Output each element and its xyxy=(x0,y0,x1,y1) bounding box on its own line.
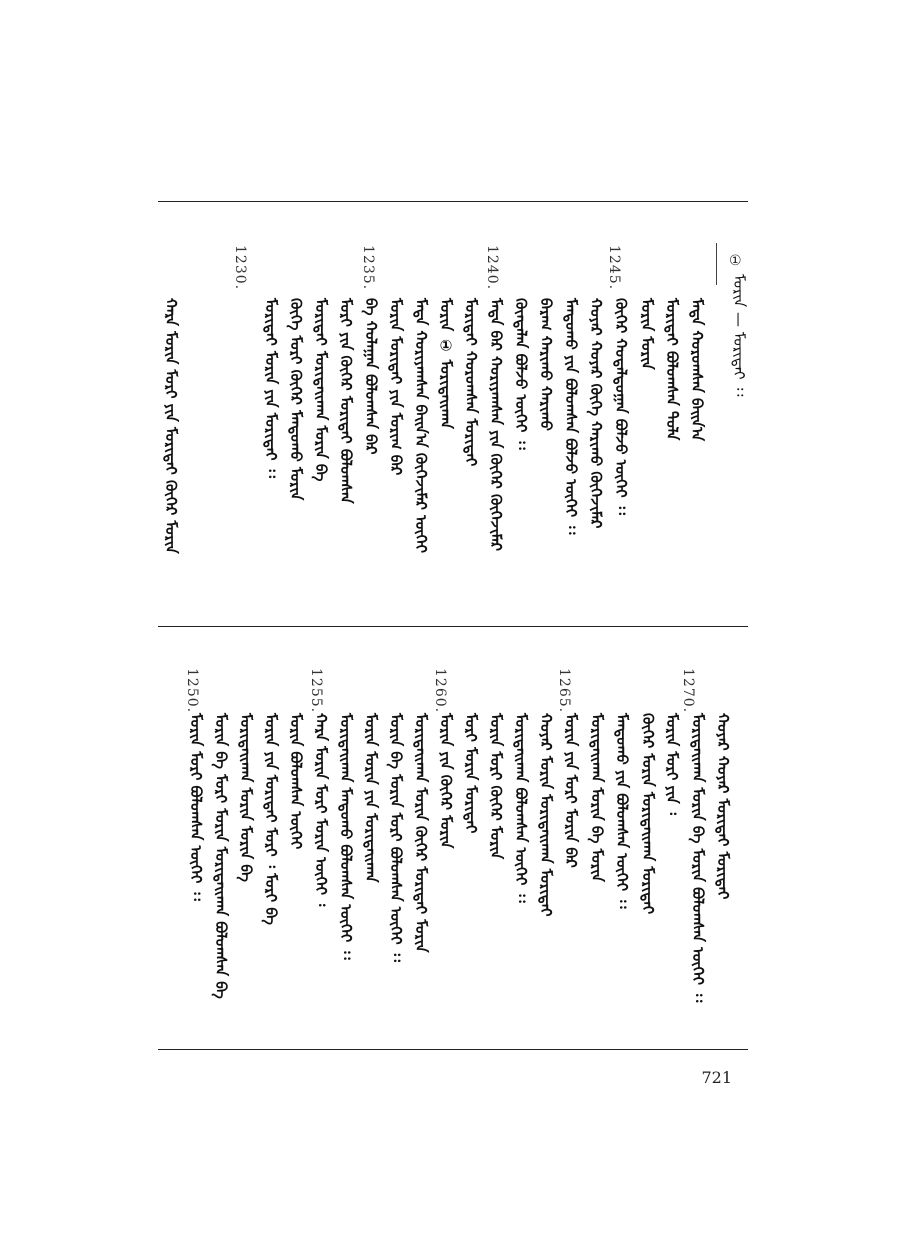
text-line: ᠬᠣᠶᠠᠷ ᠬᠣᠶᠠᠷ ᠬᠥᠭᠡ ᠬᠠᠷᠢᠬᠤ ᠬᠥᠭᠡᠵᠢᠮᠡᠷ xyxy=(587,298,605,529)
text-line: ᠮᠣᠷᠢᠨ ᠶᠢᠨ ᠮᠣᠷᠢᠳᠠᠢ ᠮᠣᠷᠢ ᠄ ᠮᠣᠷᠢ ᠪᠠ xyxy=(262,713,280,925)
text-line: ᠮᠣᠷᠢᠳᠠᠢᠬᠠᠨ ᠮᠣᠷᠢᠨ ᠪᠠ ᠮᠣᠷᠢᠨ ᠪᠣᠯᠣᠭᠰᠠᠨ ᠦᠭᠡᠢ ᠄᠄ xyxy=(689,713,707,1003)
line-number-1235: 1235. xyxy=(360,245,376,291)
text-line: ᠮᠣᠷᠢᠨ ᠪᠠ ᠮᠣᠷᠢᠨ ᠮᠣᠷᠢ ᠪᠣᠯᠣᠭᠰᠠᠨ ᠦᠭᠡᠢ ᠄᠄ xyxy=(387,713,405,962)
text-line: ᠮᠣᠷᠢᠳᠠᠢᠬᠠᠨ ᠮᠣᠷᠢᠨ ᠪᠠ ᠮᠣᠷᠢᠨ xyxy=(588,713,606,882)
text-line: ᠬᠣᠶᠠᠷ ᠮᠣᠷᠢᠨ ᠮᠣᠷᠢᠳᠠᠢᠬᠠᠨ ᠮᠣᠷᠢᠳᠠᠢ xyxy=(537,713,555,917)
line-number-1270: 1270. xyxy=(680,668,696,714)
text-line: ᠬᠥᠭᠡᠷ ᠬᠤᠳᠠᠯᠳᠤᠭᠠᠨ ᠪᠣᠯᠵᠤ ᠦᠭᠡᠢ ᠄᠄ xyxy=(612,298,630,515)
middle-rule xyxy=(158,626,748,627)
text-line: ᠬᠥᠭᠡᠷ ᠮᠣᠷᠢᠨ ᠮᠣᠷᠢᠳᠠᠢᠬᠠᠨ ᠮᠣᠷᠢᠳᠠᠢ xyxy=(639,713,657,915)
line-number-1240: 1240. xyxy=(484,245,500,291)
text-line: ᠮᠣᠷᠢᠳᠠᠢᠬᠠᠨ ᠮᠣᠷᠢᠨ ᠮᠣᠷᠢᠨ ᠪᠠ xyxy=(237,713,255,882)
text-line: ᠮᠣᠷᠢᠳᠠᠢ ᠬᠣᠷᠣᠭᠰᠠᠨ ᠮᠣᠷᠢᠳᠠᠢ xyxy=(462,298,480,467)
text-line: ᠮᠠᠨᠳᠤᠬᠤ ᠶᠢᠨ ᠪᠣᠯᠣᠭᠰᠠᠨ ᠦᠭᠡᠢ ᠄᠄ xyxy=(613,713,631,909)
bottom-rule xyxy=(158,1049,748,1050)
line-number-1245: 1245. xyxy=(606,245,622,291)
text-line: ᠮᠠᠨᠳᠤᠬᠤ ᠶᠢᠨ ᠪᠣᠯᠤᠭᠰᠠᠨ ᠪᠣᠯᠵᠤ ᠦᠭᠡᠢ ᠄᠄ xyxy=(562,298,580,535)
text-line: ᠮᠣᠷᠢ ᠶᠢᠨ ᠬᠥᠭᠡᠷ ᠮᠣᠷᠢᠳᠠᠢ ᠪᠣᠯᠣᠭᠰᠠᠨ xyxy=(337,298,355,504)
text-line: ᠮᠣᠷᠢᠨ ᠮᠣᠷᠢ ᠪᠣᠯᠣᠭᠰᠠᠨ ᠦᠭᠡᠢ ᠄᠄ xyxy=(187,713,205,901)
text-line: ᠮᠣᠷᠢᠨ ᠮᠣᠷᠢᠨ ᠶᠢᠨ ᠮᠣᠷᠢᠳᠠᠢᠬᠠᠨ xyxy=(362,713,380,883)
text-line: ᠮᠣᠷᠢᠳᠠᠢ ᠪᠣᠯᠣᠭᠰᠠᠨ ᠳᠤᠯᠠ xyxy=(663,298,681,441)
text-line: ᠮᠣᠷᠢᠳᠠᠢᠬᠠᠨ ᠮᠠᠨᠳᠤᠬᠤ ᠪᠣᠯᠣᠭᠰᠠᠨ ᠦᠭᠡᠢ ᠄᠄ xyxy=(337,713,355,960)
text-line: ᠬᠥᠭᠡ ᠮᠣᠷᠢ ᠬᠥᠭᠡᠷ ᠮᠠᠨᠳᠤᠬᠤ ᠮᠣᠷᠢᠨ xyxy=(287,298,305,501)
text-line: ᠮᠡᠳᠡ ᠪᠠᠷ ᠬᠤᠷᠢᠶᠠᠭᠰᠠᠨ ᠶᠢᠨ ᠬᠥᠭᠡᠷ ᠬᠥᠭᠡᠵᠢᠮᠡᠷ xyxy=(487,298,505,552)
footnote-separator xyxy=(716,243,717,285)
text-line: ᠮᠣᠷᠢᠳᠠᠢ ᠮᠣᠷᠢᠨ ᠶᠢᠨ ᠮᠣᠷᠢᠳᠠᠢ ᠄᠄ xyxy=(262,298,280,478)
footnote: ᠮᠤᠷᠢᠨ — ᠮᠣᠷᠢᠳᠠᠢ ᠄᠄ xyxy=(730,274,748,397)
text-line: ᠮᠡᠳᠡ ᠬᠤᠷᠢᠶᠠᠭᠰᠠᠨ ᠪᠠᠢᠨ᠎ᠠ ᠬᠥᠭᠡᠵᠢᠮᠡᠷ ᠦᠭᠡᠢ xyxy=(412,298,430,554)
text-line: ᠬᠠᠷᠠ ᠮᠣᠷᠢᠨ ᠮᠣᠷᠢ ᠶᠢᠨ ᠮᠣᠷᠢᠳᠠᠢ ᠬᠥᠭᠡᠷ ᠮᠣᠷᠢᠨ xyxy=(162,298,180,554)
line-number-1250: 1250. xyxy=(184,668,200,714)
text-line: ᠮᠡᠳᠡ ᠬᠣᠷᠣᠭᠰᠠᠨ ᠪᠠᠢᠨ᠎ᠠ xyxy=(688,298,706,442)
text-line: ᠮᠣᠷᠢᠨ ᠶᠢᠨ ᠮᠣᠷᠢ ᠮᠣᠷᠢᠨ ᠪᠠᠷ xyxy=(562,713,580,868)
text-line: ᠮᠣᠷᠢᠨ ᠶᠢᠨ ᠬᠥᠭᠡᠷ ᠮᠣᠷᠢᠨ xyxy=(437,713,455,849)
text-line: ᠮᠣᠷᠢᠨ ① ᠮᠣᠷᠢᠳᠠᠢᠬᠠᠨ xyxy=(437,298,455,429)
line-number-1260: 1260. xyxy=(432,668,448,714)
text-line: ᠮᠣᠷᠢᠨ ᠮᠣᠷᠢ ᠶᠢᠨ ᠄ xyxy=(663,713,681,815)
line-number-1230: 1230. xyxy=(232,245,248,291)
text-line: ᠮᠣᠷᠢᠨ ᠮᠣᠷᠢ ᠬᠥᠭᠡᠷ ᠮᠣᠷᠢᠨ xyxy=(487,713,505,860)
text-line: ᠮᠣᠷᠢᠳᠠᠢᠬᠠᠨ ᠪᠣᠯᠣᠭᠰᠠᠨ ᠦᠭᠡᠢ ᠄᠄ xyxy=(512,713,530,903)
text-line: ᠮᠣᠷᠢ ᠮᠣᠷᠢᠨ ᠮᠣᠷᠢᠳᠠᠢ xyxy=(462,713,480,834)
text-line: ᠮᠣᠷᠢᠨ ᠮᠣᠷᠢᠳᠠᠢ ᠶᠢᠨ ᠮᠣᠷᠢᠭ ᠪᠠᠷ xyxy=(387,298,405,476)
text-line: ᠮᠣᠷᠢᠳᠠᠢ ᠮᠣᠷᠢᠳᠠᠢᠬᠠᠨ ᠮᠣᠷᠢᠨ ᠪᠠ xyxy=(312,298,330,482)
text-line: ᠮᠣᠷᠢᠨ ᠪᠠ ᠮᠣᠷᠢ ᠮᠣᠷᠢᠨ ᠮᠣᠷᠢᠳᠠᠢᠬᠠᠨ ᠪᠣᠯᠣᠭᠰᠠᠨ ᠪᠠ xyxy=(212,713,230,999)
text-line: ᠬᠥᠨᠳᠡᠯᠡᠨ ᠪᠣᠯᠵᠤ ᠦᠭᠡᠢ ᠄᠄ xyxy=(512,298,530,450)
text-line: ᠮᠣᠷᠢᠨ ᠮᠣᠷᠢᠨ xyxy=(638,298,656,370)
line-number-1255: 1255. xyxy=(308,668,324,714)
text-line: ᠪᠠ ᠬᠤᠯᠠᠭᠠᠨ ᠪᠣᠯᠣᠭᠰᠠᠨ ᠪᠠᠷ xyxy=(362,298,380,455)
page-number: 721 xyxy=(701,1068,732,1087)
text-line: ᠬᠠᠷᠠ ᠮᠣᠷᠢᠨ ᠮᠣᠷᠢ ᠮᠣᠷᠢᠨ ᠦᠭᠡᠢ ᠄ xyxy=(312,713,330,907)
footnote-marker: ① xyxy=(729,253,742,269)
text-line: ᠮᠣᠷᠢᠳᠠᠢᠬᠠᠨ ᠮᠣᠷᠢᠨ ᠬᠥᠭᠡᠷ ᠮᠣᠷᠢᠳᠠᠢ ᠮᠣᠷᠢᠨ xyxy=(412,713,430,953)
top-rule xyxy=(158,201,748,202)
line-number-1265: 1265. xyxy=(556,668,572,714)
text-line: ᠪᠠᠷᠠᠭ ᠬᠠᠷᠢᠬᠤ ᠬᠠᠷᠢᠬᠤ xyxy=(537,298,555,431)
text-line: ᠬᠣᠶᠠᠷ ᠬᠣᠶᠠᠷ ᠮᠣᠷᠢᠳᠠᠢ ᠮᠣᠷᠢᠳᠠᠢ xyxy=(714,713,732,900)
text-line: ᠮᠣᠷᠢᠨ ᠪᠣᠯᠣᠭᠰᠠᠨ ᠦᠭᠡᠢ xyxy=(287,713,305,850)
